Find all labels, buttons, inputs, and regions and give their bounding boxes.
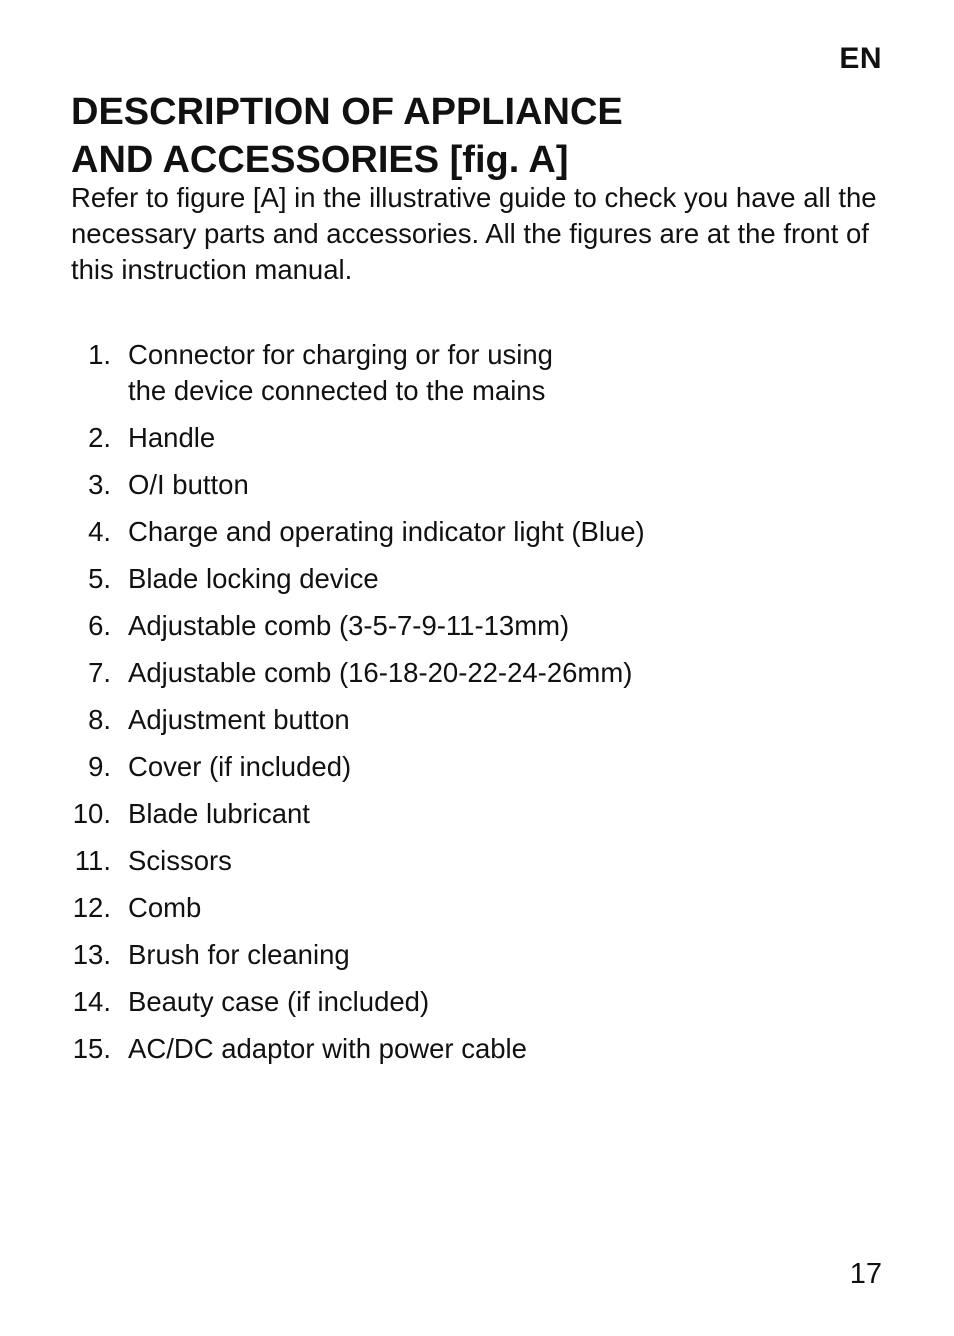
list-item-label: Adjustable comb (16-18-20-22-24-26mm) (128, 657, 633, 688)
list-item-label: Brush for cleaning (128, 939, 350, 970)
section-title-line1: DESCRIPTION OF APPLIANCE (71, 91, 623, 133)
list-item (0, 514, 645, 550)
list-item-number: 2. (88, 422, 111, 453)
list-item-label: Charge and operating indicator light (Blue) (128, 516, 645, 547)
list-item-number: 4. (88, 516, 111, 547)
list-item (0, 337, 645, 409)
list-item (0, 702, 645, 738)
list-item-label (128, 337, 645, 409)
intro-paragraph: Refer to figure [A] in the illustrative guide to check you have all the necessary parts and accessories. All the figures are at the front of this instruction manual. (71, 182, 877, 285)
list-item-number: 11. (74, 845, 111, 876)
list-item-label: Comb (128, 892, 202, 923)
list-item-number: 14. (72, 986, 111, 1017)
list-item-number: 8. (88, 704, 111, 735)
list-item-label: Handle (128, 422, 216, 453)
list-item (0, 796, 645, 832)
list-item-number: 15. (72, 1033, 111, 1064)
section-title (71, 88, 891, 184)
list-item-label: O/I button (128, 469, 249, 500)
parts-list (0, 337, 645, 1078)
list-item-number: 6. (88, 610, 111, 641)
section-title-line2: AND ACCESSORIES [fig. A] (71, 139, 569, 181)
list-item (0, 843, 645, 879)
language-code: EN (839, 42, 882, 75)
list-item-label: Blade locking device (128, 563, 379, 594)
list-item (0, 467, 645, 503)
list-item-label-line2: the device connected to the mains (128, 375, 546, 406)
list-item (0, 561, 645, 597)
list-item (0, 1031, 645, 1067)
list-item-label-line1: Connector for charging or for using (128, 339, 553, 370)
list-item (0, 937, 645, 973)
list-item-number: 5. (88, 563, 111, 594)
list-item (0, 984, 645, 1020)
list-item (0, 890, 645, 926)
list-item (0, 655, 645, 691)
list-item-label: Scissors (128, 845, 232, 876)
list-item-number: 3. (88, 469, 111, 500)
list-item-label: Blade lubricant (128, 798, 310, 829)
list-item-label: Adjustable comb (3-5-7-9-11-13mm) (128, 610, 570, 641)
list-item (0, 420, 645, 456)
list-item (0, 749, 645, 785)
list-item-label: AC/DC adaptor with power cable (128, 1033, 527, 1064)
list-item-number: 9. (88, 751, 111, 782)
list-item-number: 7. (88, 657, 111, 688)
list-item-label: Cover (if included) (128, 751, 352, 782)
list-item-number: 1. (88, 339, 111, 370)
page-number: 17 (849, 1258, 882, 1290)
list-item (0, 608, 645, 644)
list-item-number: 12. (72, 892, 111, 923)
list-item-number: 10. (72, 798, 111, 829)
list-item-label: Beauty case (if included) (128, 986, 430, 1017)
list-item-label: Adjustment button (128, 704, 350, 735)
list-item-number: 13. (72, 939, 111, 970)
